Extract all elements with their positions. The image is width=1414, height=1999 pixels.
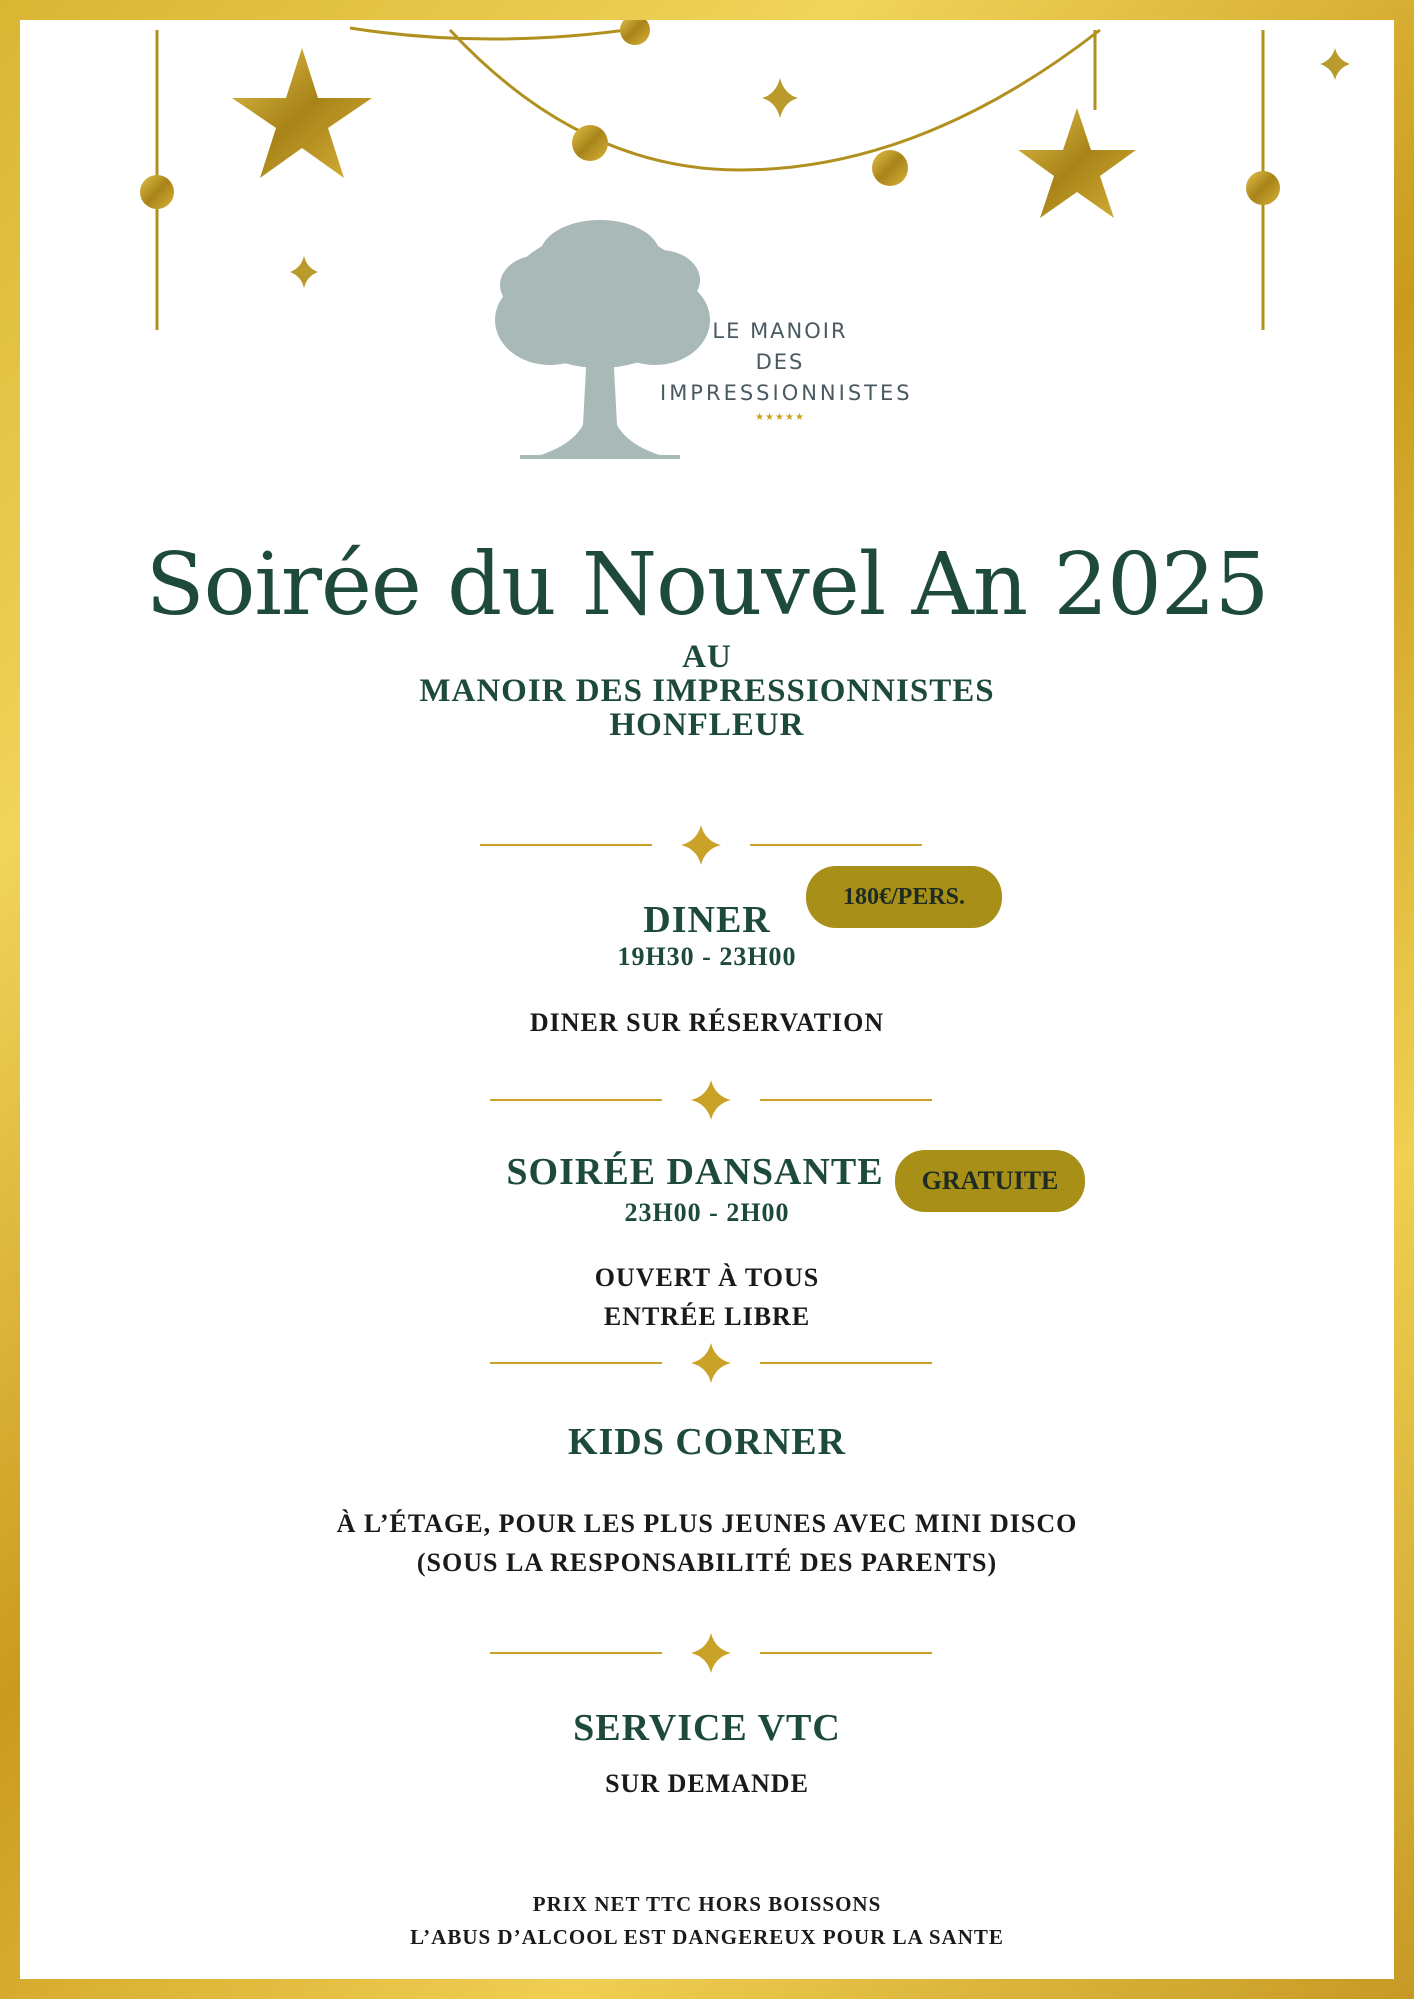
ornament-ball-icon — [620, 20, 650, 45]
sparkle-icon — [681, 825, 721, 865]
logo-line-1: LE MANOIR — [712, 319, 848, 343]
ornament-ball-icon — [572, 125, 608, 161]
sparkle-icon — [762, 78, 798, 118]
ornament-ball-icon — [872, 150, 908, 186]
divider — [20, 1628, 1394, 1678]
footer-line-2: L’ABUS D’ALCOOL EST DANGEREUX POUR LA SANTE — [410, 1925, 1004, 1949]
footer-line-1: PRIX NET TTC HORS BOISSONS — [532, 1892, 882, 1916]
dansante-notes — [20, 1258, 1394, 1336]
kids-notes — [20, 1504, 1394, 1582]
footer-notice — [20, 1888, 1394, 1954]
sparkle-icon — [691, 1343, 731, 1383]
dansante-note-2: ENTRÉE LIBRE — [603, 1302, 811, 1331]
logo-line-2: DES — [755, 350, 805, 374]
sparkle-icon — [691, 1080, 731, 1120]
star-icon — [232, 48, 372, 178]
subtitle-line-3: HONFLEUR — [609, 707, 805, 743]
poster-page — [20, 20, 1394, 1979]
vtc-note: SUR DEMANDE — [605, 1769, 809, 1798]
kids-heading: KIDS CORNER — [567, 1421, 847, 1463]
vtc-heading: SERVICE VTC — [573, 1707, 841, 1749]
subtitle-line-2: MANOIR DES IMPRESSIONNISTES — [419, 673, 995, 709]
hotel-logo — [480, 210, 980, 490]
event-title: Soirée du Nouvel An 2025 — [145, 535, 1269, 635]
diner-time: 19H30 - 23H00 — [617, 942, 797, 971]
dansante-note-1: OUVERT À TOUS — [594, 1263, 820, 1292]
sparkle-icon — [290, 256, 318, 288]
ornament-ball-icon — [140, 175, 174, 209]
logo-text — [660, 316, 913, 427]
diner-note: DINER SUR RÉSERVATION — [529, 1008, 885, 1037]
logo-rating-stars: ★★★★★ — [755, 412, 805, 423]
garland-string — [350, 28, 640, 39]
ornament-ball-icon — [1246, 171, 1280, 205]
dansante-time: 23H00 - 2H00 — [624, 1198, 790, 1227]
divider — [20, 1075, 1394, 1125]
dansante-free-badge: GRATUITE — [895, 1150, 1085, 1212]
kids-note-2: (SOUS LA RESPONSABILITÉ DES PARENTS) — [416, 1548, 998, 1577]
diner-price-badge: 180€/PERS. — [806, 866, 1002, 928]
divider — [20, 1338, 1394, 1388]
event-subtitle — [20, 640, 1394, 742]
star-icon — [1018, 108, 1136, 218]
logo-line-3: IMPRESSIONNISTES — [660, 381, 913, 405]
sparkle-icon — [691, 1633, 731, 1673]
dansante-heading: SOIRÉE DANSANTE — [506, 1151, 884, 1193]
kids-note-1: À L’ÉTAGE, POUR LES PLUS JEUNES AVEC MINI DISCO — [336, 1509, 1078, 1538]
divider — [20, 820, 1394, 870]
diner-heading: DINER — [643, 899, 771, 941]
sparkle-icon — [1320, 48, 1350, 80]
subtitle-line-1: AU — [682, 639, 732, 675]
